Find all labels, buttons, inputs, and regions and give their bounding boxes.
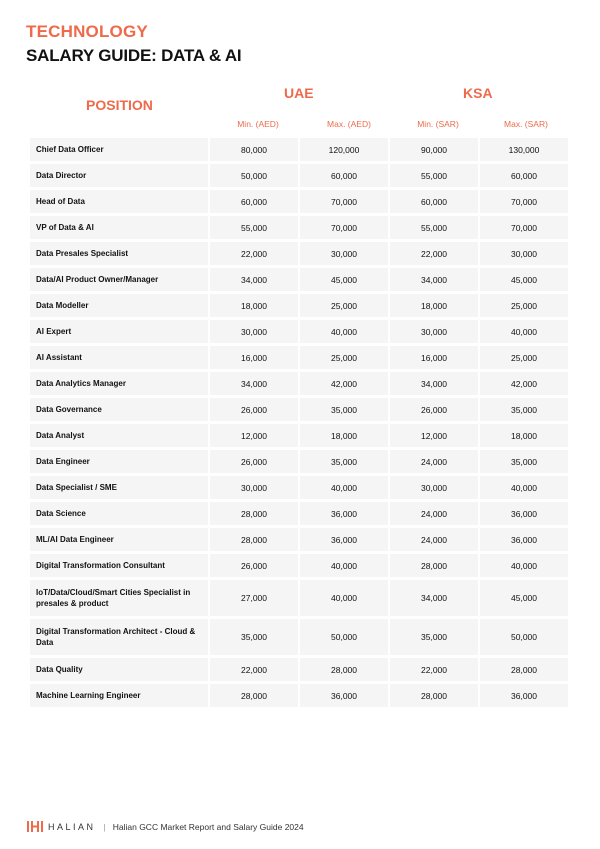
- salary-value-cell: 36,000: [480, 528, 568, 551]
- salary-value-cell: 12,000: [210, 424, 298, 447]
- position-cell: Data Science: [30, 502, 208, 525]
- column-header-min-aed: Min. (AED): [237, 119, 279, 129]
- table-row: [30, 619, 569, 655]
- table-row: [30, 242, 569, 265]
- page-kicker: TECHNOLOGY: [26, 22, 148, 41]
- page-title: SALARY GUIDE: DATA & AI: [26, 46, 242, 65]
- position-cell: IoT/Data/Cloud/Smart Cities Specialist in presales & product: [30, 580, 208, 616]
- position-cell: Data Analytics Manager: [30, 372, 208, 395]
- position-column-header: POSITION: [86, 97, 153, 113]
- table-row: [30, 424, 569, 447]
- table-row: [30, 658, 569, 681]
- halian-logo-text: HALIAN: [48, 821, 96, 832]
- salary-value-cell: 55,000: [390, 216, 478, 239]
- salary-value-cell: 36,000: [300, 684, 388, 707]
- page-footer: [27, 821, 304, 832]
- footer-caption: Halian GCC Market Report and Salary Guide 2024: [112, 821, 304, 832]
- salary-value-cell: 34,000: [390, 268, 478, 291]
- salary-value-cell: 40,000: [300, 580, 388, 616]
- salary-value-cell: 40,000: [480, 476, 568, 499]
- salary-value-cell: 26,000: [210, 450, 298, 473]
- salary-value-cell: 34,000: [210, 372, 298, 395]
- salary-value-cell: 30,000: [390, 476, 478, 499]
- salary-value-cell: 30,000: [300, 242, 388, 265]
- salary-value-cell: 12,000: [390, 424, 478, 447]
- position-cell: Data Analyst: [30, 424, 208, 447]
- salary-value-cell: 50,000: [210, 164, 298, 187]
- region-header-uae: UAE: [284, 85, 314, 101]
- position-cell: Machine Learning Engineer: [30, 684, 208, 707]
- salary-value-cell: 80,000: [210, 138, 298, 161]
- salary-table: [30, 138, 569, 710]
- salary-value-cell: 60,000: [300, 164, 388, 187]
- salary-value-cell: 25,000: [480, 346, 568, 369]
- table-row: [30, 502, 569, 525]
- salary-value-cell: 40,000: [300, 476, 388, 499]
- salary-value-cell: 35,000: [480, 398, 568, 421]
- position-cell: ML/AI Data Engineer: [30, 528, 208, 551]
- salary-value-cell: 25,000: [300, 294, 388, 317]
- position-cell: Digital Transformation Architect - Cloud & Data: [30, 619, 208, 655]
- column-header-min-sar: Min. (SAR): [417, 119, 459, 129]
- salary-value-cell: 36,000: [300, 528, 388, 551]
- salary-value-cell: 130,000: [480, 138, 568, 161]
- salary-value-cell: 50,000: [300, 619, 388, 655]
- table-row: [30, 294, 569, 317]
- salary-value-cell: 60,000: [480, 164, 568, 187]
- salary-value-cell: 24,000: [390, 528, 478, 551]
- salary-value-cell: 28,000: [390, 684, 478, 707]
- region-header-ksa: KSA: [463, 85, 493, 101]
- salary-value-cell: 25,000: [480, 294, 568, 317]
- salary-value-cell: 18,000: [390, 294, 478, 317]
- position-cell: Data Director: [30, 164, 208, 187]
- salary-value-cell: 45,000: [480, 268, 568, 291]
- salary-value-cell: 18,000: [300, 424, 388, 447]
- position-cell: Head of Data: [30, 190, 208, 213]
- salary-value-cell: 42,000: [300, 372, 388, 395]
- column-header-max-sar: Max. (SAR): [504, 119, 548, 129]
- salary-value-cell: 28,000: [210, 502, 298, 525]
- halian-logo-icon: [27, 821, 43, 832]
- position-cell: Data Presales Specialist: [30, 242, 208, 265]
- salary-value-cell: 28,000: [300, 658, 388, 681]
- position-cell: AI Expert: [30, 320, 208, 343]
- salary-value-cell: 40,000: [480, 320, 568, 343]
- salary-value-cell: 35,000: [390, 619, 478, 655]
- table-row: [30, 216, 569, 239]
- salary-value-cell: 36,000: [480, 684, 568, 707]
- salary-value-cell: 30,000: [210, 476, 298, 499]
- table-row: [30, 528, 569, 551]
- salary-value-cell: 35,000: [300, 450, 388, 473]
- table-row: [30, 164, 569, 187]
- salary-value-cell: 50,000: [480, 619, 568, 655]
- position-cell: Data Governance: [30, 398, 208, 421]
- table-row: [30, 320, 569, 343]
- salary-value-cell: 34,000: [210, 268, 298, 291]
- position-cell: Digital Transformation Consultant: [30, 554, 208, 577]
- salary-value-cell: 40,000: [300, 554, 388, 577]
- salary-value-cell: 22,000: [210, 658, 298, 681]
- salary-value-cell: 40,000: [300, 320, 388, 343]
- salary-value-cell: 22,000: [210, 242, 298, 265]
- salary-value-cell: 18,000: [480, 424, 568, 447]
- salary-value-cell: 22,000: [390, 658, 478, 681]
- salary-value-cell: 55,000: [390, 164, 478, 187]
- salary-value-cell: 70,000: [300, 216, 388, 239]
- salary-value-cell: 28,000: [480, 658, 568, 681]
- position-cell: Data Modeller: [30, 294, 208, 317]
- salary-value-cell: 30,000: [210, 320, 298, 343]
- footer-separator: |: [103, 821, 106, 832]
- position-cell: VP of Data & AI: [30, 216, 208, 239]
- table-row: [30, 398, 569, 421]
- salary-value-cell: 25,000: [300, 346, 388, 369]
- salary-value-cell: 55,000: [210, 216, 298, 239]
- table-row: [30, 450, 569, 473]
- salary-value-cell: 16,000: [210, 346, 298, 369]
- salary-value-cell: 70,000: [300, 190, 388, 213]
- position-cell: AI Assistant: [30, 346, 208, 369]
- salary-value-cell: 28,000: [390, 554, 478, 577]
- position-cell: Data/AI Product Owner/Manager: [30, 268, 208, 291]
- salary-value-cell: 60,000: [210, 190, 298, 213]
- position-cell: Data Quality: [30, 658, 208, 681]
- table-row: [30, 684, 569, 707]
- salary-value-cell: 120,000: [300, 138, 388, 161]
- table-row: [30, 554, 569, 577]
- salary-value-cell: 28,000: [210, 684, 298, 707]
- salary-value-cell: 27,000: [210, 580, 298, 616]
- table-row: [30, 190, 569, 213]
- salary-value-cell: 35,000: [300, 398, 388, 421]
- table-row: [30, 476, 569, 499]
- salary-value-cell: 45,000: [480, 580, 568, 616]
- salary-value-cell: 26,000: [210, 398, 298, 421]
- table-row: [30, 346, 569, 369]
- salary-value-cell: 26,000: [210, 554, 298, 577]
- salary-value-cell: 60,000: [390, 190, 478, 213]
- salary-value-cell: 24,000: [390, 502, 478, 525]
- salary-value-cell: 36,000: [300, 502, 388, 525]
- salary-value-cell: 90,000: [390, 138, 478, 161]
- salary-value-cell: 35,000: [480, 450, 568, 473]
- salary-value-cell: 30,000: [480, 242, 568, 265]
- salary-value-cell: 22,000: [390, 242, 478, 265]
- salary-value-cell: 36,000: [480, 502, 568, 525]
- salary-value-cell: 70,000: [480, 190, 568, 213]
- position-cell: Data Engineer: [30, 450, 208, 473]
- salary-value-cell: 34,000: [390, 580, 478, 616]
- salary-value-cell: 40,000: [480, 554, 568, 577]
- salary-value-cell: 70,000: [480, 216, 568, 239]
- salary-value-cell: 35,000: [210, 619, 298, 655]
- salary-value-cell: 16,000: [390, 346, 478, 369]
- salary-value-cell: 42,000: [480, 372, 568, 395]
- salary-value-cell: 24,000: [390, 450, 478, 473]
- position-cell: Data Specialist / SME: [30, 476, 208, 499]
- salary-value-cell: 26,000: [390, 398, 478, 421]
- column-header-max-aed: Max. (AED): [327, 119, 371, 129]
- salary-value-cell: 30,000: [390, 320, 478, 343]
- salary-value-cell: 34,000: [390, 372, 478, 395]
- table-row: [30, 372, 569, 395]
- salary-value-cell: 18,000: [210, 294, 298, 317]
- salary-value-cell: 28,000: [210, 528, 298, 551]
- position-cell: Chief Data Officer: [30, 138, 208, 161]
- table-row: [30, 268, 569, 291]
- salary-value-cell: 45,000: [300, 268, 388, 291]
- table-row: [30, 580, 569, 616]
- table-row: [30, 138, 569, 161]
